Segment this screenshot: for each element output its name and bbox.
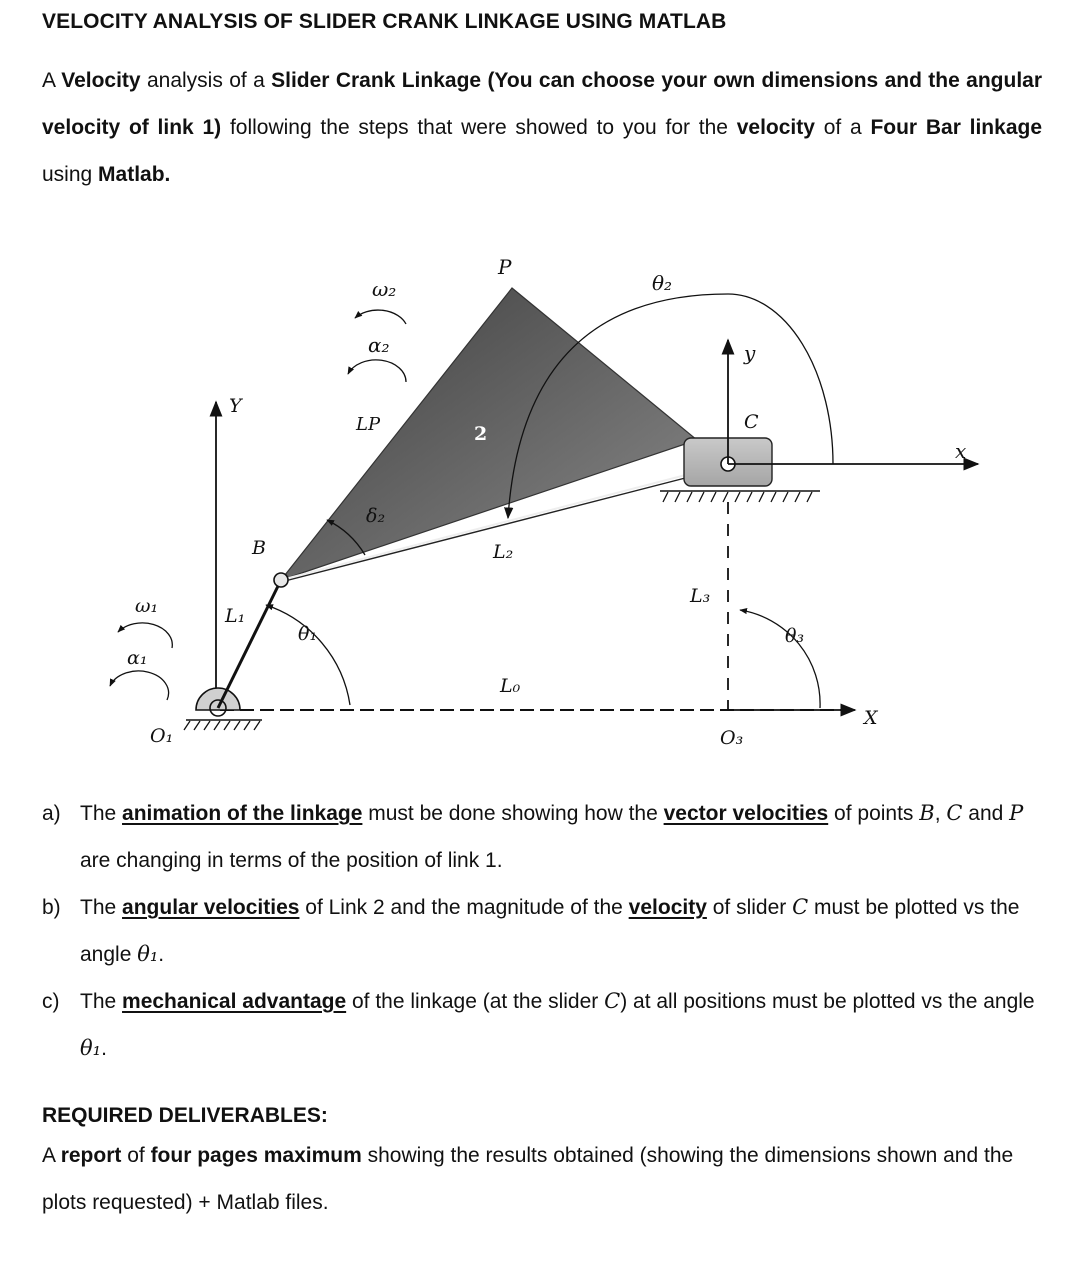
- label-l1: L₁: [225, 605, 246, 627]
- label-o1: O₁: [150, 725, 174, 747]
- label-p: P: [498, 255, 512, 279]
- label-alpha2: α₂: [368, 333, 390, 357]
- label-o3: O₃: [720, 727, 744, 749]
- task-item-b: b) The angular velocities of Link 2 and the magnitude of the velocity of slider C must be plotted vs the angle θ₁.: [42, 884, 1042, 978]
- alpha2-arc: [348, 360, 406, 382]
- label-link-2: 2: [474, 423, 488, 445]
- slider-crank-diagram: [0, 240, 1080, 760]
- label-lp: LP: [356, 414, 381, 435]
- deliverables-text: A report of four pages maximum showing the results obtained (showing the dimensions shown and the plots requested) + Matlab files.: [42, 1144, 1014, 1214]
- page-title: VELOCITY ANALYSIS OF SLIDER CRANK LINKAGE USING MATLAB: [42, 10, 727, 33]
- omega2-arc: [355, 310, 406, 324]
- crank-link-1: [218, 580, 281, 708]
- slider-c: [660, 438, 820, 502]
- label-b: B: [252, 537, 266, 559]
- label-theta3: θ₃: [785, 625, 805, 647]
- deliverables-heading: REQUIRED DELIVERABLES:: [42, 1104, 328, 1127]
- item-marker: a): [42, 802, 61, 825]
- label-theta1: θ₁: [298, 623, 318, 645]
- label-y-global: Y: [229, 395, 242, 417]
- label-x-global: X: [864, 707, 878, 729]
- deliverables-section: [42, 1100, 1052, 1226]
- label-theta2: θ₂: [652, 271, 673, 295]
- label-l3: L₃: [690, 585, 711, 607]
- task-item-a: a) The animation of the linkage must be done showing how the vector velocities of points B, C and P are changing in terms of the position of link 1.: [42, 790, 1042, 884]
- intro-paragraph: A Velocity analysis of a Slider Crank Linkage (You can choose your own dimensions and the angular velocity of link 1) following the steps that were showed to you for the velocity of a Four Bar linkage using Matlab.: [42, 69, 1043, 186]
- label-omega1: ω₁: [135, 595, 159, 617]
- label-y-local: y: [744, 341, 756, 365]
- label-c: C: [744, 411, 759, 433]
- label-l0: L₀: [500, 675, 521, 697]
- task-item-c: c) The mechanical advantage of the linkage (at the slider C) at all positions must be plotted vs the angle θ₁.: [42, 978, 1042, 1072]
- theta3-arc: [740, 610, 820, 708]
- label-l2: L₂: [493, 541, 514, 563]
- omega1-arc: [118, 623, 172, 648]
- coupler-link-2: [281, 288, 697, 580]
- item-marker: c): [42, 990, 60, 1013]
- label-delta2: δ₂: [366, 505, 386, 527]
- theta1-arc: [266, 605, 350, 705]
- label-omega2: ω₂: [372, 277, 397, 301]
- label-alpha1: α₁: [127, 647, 148, 669]
- item-marker: b): [42, 896, 61, 919]
- label-x-local: x: [955, 439, 967, 463]
- task-list: [42, 790, 1042, 1072]
- alpha1-arc: [110, 671, 169, 700]
- joint-b: [274, 573, 288, 587]
